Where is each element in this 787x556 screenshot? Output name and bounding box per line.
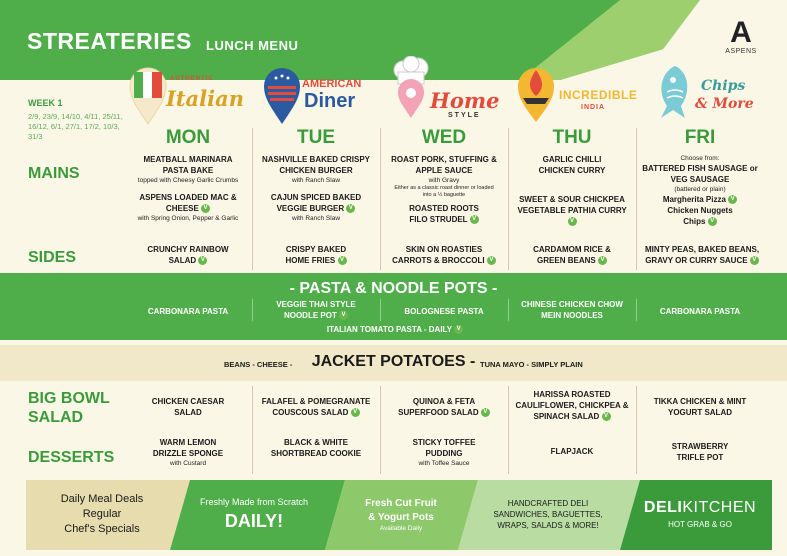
sides-fri [632, 244, 772, 266]
india-flame-icon [515, 62, 557, 124]
vegetarian-icon: V [198, 256, 207, 265]
footer-banner [0, 478, 787, 552]
vegetarian-icon: V [201, 204, 210, 213]
dessert-mon [124, 437, 252, 468]
aspens-logo [716, 18, 766, 55]
jacket-right: TUNA MAYO - SIMPLY PLAIN [480, 360, 583, 369]
dessert-wed [380, 437, 508, 468]
chips-bottom: & More [695, 96, 754, 112]
mains-mon [124, 154, 252, 223]
week-title: WEEK 1 [28, 98, 63, 108]
dish-name: Margherita Pizza V [636, 194, 764, 205]
diner-main: Diner [304, 90, 356, 112]
salad-wed [380, 396, 508, 418]
day-tue: TUE [297, 127, 335, 148]
salad-name: TIKKA CHICKEN & MINT YOGURT SALAD [653, 397, 747, 417]
column-divider [252, 299, 253, 321]
vegetarian-icon: V [481, 408, 490, 417]
dish-note: with Ranch Slaw [291, 215, 341, 222]
fruit-line: Fresh Cut Fruit [365, 497, 437, 509]
india-bottom: INDIA [581, 104, 606, 111]
dessert-name: STICKY TOFFEE PUDDING [412, 438, 476, 458]
mains-thu [508, 154, 636, 227]
pasta-mon: CARBONARA PASTA [147, 307, 229, 316]
side-name: CARDAMOM RICE & GREEN BEANS V [533, 245, 611, 265]
day-mon: MON [165, 127, 211, 148]
vegetarian-icon: V [750, 256, 759, 265]
dish-note: (battered or plain) [674, 186, 726, 193]
vegetarian-icon: V [338, 256, 347, 265]
side-name: MINTY PEAS, BAKED BEANS, GRAVY OR CURRY SAUCE V [644, 245, 760, 265]
diner-logo [262, 62, 372, 128]
dessert-tue [252, 437, 380, 459]
deli-kitchen-sub: HOT GRAB & GO [668, 520, 732, 529]
fruit-note: Available Daily [379, 524, 423, 532]
menu-subtitle: LUNCH MENU [206, 38, 299, 53]
salad-mon [124, 396, 252, 418]
row-label-desserts: DESSERTS [28, 449, 115, 466]
week-dates: 2/9, 23/9, 14/10, 4/11, 25/11, 16/12, 6/1, 27/1, 17/2, 10/3, 31/3 [28, 112, 123, 141]
mains-wed [380, 154, 508, 225]
dish-note: Either as a classic roast dinner or loaded into a ½ baguette [394, 185, 494, 198]
vegetarian-icon: V [602, 412, 611, 421]
salad-fri [636, 396, 764, 418]
jacket-left: BEANS - CHEESE - [224, 360, 293, 369]
deli-panel [468, 478, 628, 550]
aspens-name: ASPENS [725, 48, 757, 55]
pasta-tue: VEGGIE THAI STYLE NOODLE POT V [276, 300, 356, 320]
dish-name: GARLIC CHILLI CHICKEN CURRY [538, 155, 606, 175]
brand-title: STREATERIES [27, 28, 192, 54]
deli-line: SANDWICHES, BAGUETTES, [493, 509, 603, 519]
day-fri: FRI [684, 127, 716, 148]
day-wed: WED [421, 127, 467, 148]
pasta-title: - PASTA & NOODLE POTS - [289, 280, 498, 297]
dish-note: with Gravy [428, 177, 460, 184]
vegetarian-icon: V [598, 256, 607, 265]
salad-thu [508, 389, 636, 422]
dish-intro: Choose from: [680, 155, 720, 162]
dish-name: ROASTED ROOTS FILO STRUDEL V [409, 204, 479, 224]
fruit-line: & Yogurt Pots [368, 511, 434, 523]
scratch-panel [178, 478, 330, 550]
pasta-noodle-band [0, 273, 787, 340]
sides-thu [508, 244, 636, 266]
pasta-daily: ITALIAN TOMATO PASTA - DAILY V [300, 324, 490, 335]
dessert-name: FLAPJACK [550, 447, 594, 456]
pasta-wed: BOLOGNESE PASTA [404, 307, 484, 316]
column-divider [380, 299, 381, 321]
home-main: Home [430, 88, 500, 113]
row-label-mains: MAINS [28, 165, 80, 182]
deli-kitchen-logo: DELIKITCHEN [643, 499, 757, 516]
dish-name: Chicken Nuggets [667, 206, 733, 215]
dessert-name: WARM LEMON DRIZZLE SPONGE [152, 438, 224, 458]
home-bottom: STYLE [448, 112, 481, 119]
india-main: INCREDIBLE [559, 88, 638, 102]
dish-note: with Ranch Slaw [291, 177, 341, 184]
side-name: CRUNCHY RAINBOW SALAD V [147, 245, 229, 265]
column-divider [636, 299, 637, 321]
salad-name: FALAFEL & POMEGRANATE COUSCOUS SALAD V [261, 397, 371, 417]
jacket-title: JACKET POTATOES - [311, 353, 476, 370]
dish-name: SWEET & SOUR CHICKPEA VEGETABLE PATHIA CURRY V [517, 195, 627, 225]
diner-top: AMERICAN [302, 78, 362, 90]
mains-tue [252, 154, 380, 223]
dessert-name: STRAWBERRY TRIFLE POT [671, 442, 729, 462]
vegetarian-icon: V [351, 408, 360, 417]
week-info [28, 98, 124, 142]
day-thu: THU [552, 127, 592, 148]
scratch-big: DAILY! [224, 510, 284, 531]
italian-main: Italian [166, 86, 244, 111]
sides-wed [380, 244, 508, 266]
vegetarian-icon: V [728, 195, 737, 204]
pasta-thu: CHINESE CHICKEN CHOW MEIN NOODLES [521, 300, 623, 320]
dessert-fri [636, 441, 764, 463]
vegetarian-icon: V [346, 204, 355, 213]
vegetarian-icon: V [568, 217, 577, 226]
row-label-big-bowl: BIG BOWL SALAD [28, 390, 110, 426]
dish-name: ASPENS LOADED MAC & CHEESE V [139, 193, 237, 213]
dish-note: with Spring Onion, Pepper & Garlic [137, 215, 239, 222]
dish-note: topped with Cheesy Garlic Crumbs [137, 177, 239, 184]
jacket-potato-band [0, 345, 787, 381]
dish-name: MEATBALL MARINARA PASTA BAKE [143, 155, 233, 175]
fruit-panel [334, 478, 468, 550]
deli-line: HANDCRAFTED DELI [507, 498, 589, 508]
dish-name: Chips V [636, 216, 764, 227]
dessert-name: BLACK & WHITE SHORTBREAD COOKIE [270, 438, 362, 458]
fish-icon [655, 62, 699, 124]
dessert-note: with Toffee Sauce [418, 460, 470, 467]
salad-name: QUINOA & FETA SUPERFOOD SALAD V [380, 396, 508, 418]
dish-name: ROAST PORK, STUFFING & APPLE SAUCE [391, 155, 497, 175]
chef-hat-icon [390, 56, 432, 118]
sides-mon [124, 244, 252, 266]
row-label-sides: SIDES [28, 249, 77, 266]
vegetarian-icon: V [708, 217, 717, 226]
side-name: SKIN ON ROASTIES CARROTS & BROCCOLI V [380, 244, 508, 266]
vegetarian-icon: V [454, 325, 463, 334]
india-logo [515, 62, 640, 128]
dish-name: CAJUN SPICED BAKED VEGGIE BURGER V [270, 193, 362, 213]
scratch-line: Freshly Made from Scratch [199, 496, 309, 507]
italy-pin-icon [128, 66, 168, 126]
italian-top: AUTHENTIC [170, 76, 214, 82]
vegetarian-icon: V [487, 256, 496, 265]
deals-line: Chef's Specials [64, 522, 140, 535]
meal-deals-panel [40, 478, 164, 550]
side-name: CRISPY BAKED HOME FRIES V [285, 245, 347, 265]
salad-tue [252, 396, 380, 418]
deli-line: WRAPS, SALADS & MORE! [497, 520, 599, 530]
dish-name: BATTERED FISH SAUSAGE or VEG SAUSAGE [642, 164, 758, 184]
salad-name: HARISSA ROASTED CAULIFLOWER, CHICKPEA & SPINACH SALAD V [515, 390, 629, 421]
deals-line: Regular [82, 507, 122, 520]
home-style-logo [390, 62, 508, 128]
dessert-note: with Custard [169, 460, 207, 467]
salad-name: CHICKEN CAESAR SALAD [151, 397, 225, 417]
dessert-thu [508, 446, 636, 457]
italian-logo [128, 62, 246, 128]
vegetarian-icon: V [470, 215, 479, 224]
dish-name: NASHVILLE BAKED CRISPY CHICKEN BURGER [261, 155, 370, 175]
mains-fri [636, 154, 764, 227]
vegetarian-icon: V [339, 311, 348, 320]
deals-line: Daily Meal Deals [60, 492, 144, 505]
chips-logo [655, 62, 775, 128]
sides-tue [252, 244, 380, 266]
chips-main: Chips [701, 78, 746, 94]
column-divider [508, 299, 509, 321]
deli-kitchen-panel [632, 478, 768, 550]
usa-pin-icon [262, 66, 302, 126]
aspens-mark-icon: A [730, 16, 752, 49]
pasta-fri: CARBONARA PASTA [659, 307, 741, 316]
